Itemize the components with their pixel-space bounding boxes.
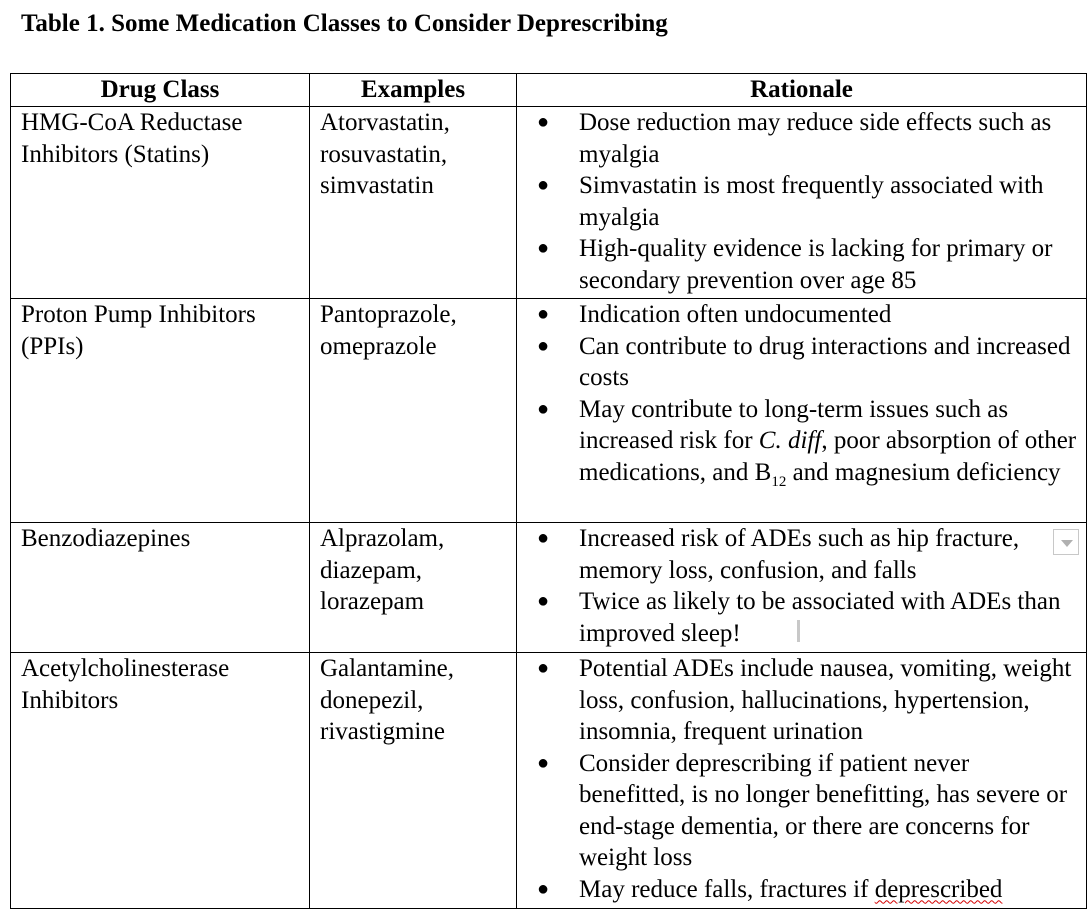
drug-class-cell: Proton Pump Inhibitors (PPIs): [11, 299, 310, 523]
drug-class-cell: Benzodiazepines: [11, 523, 310, 653]
examples-cell: Pantoprazole, omeprazole: [310, 299, 517, 523]
rationale-item: ● Simvastatin is most frequently associated with myalgia: [527, 170, 1086, 233]
examples-cell: Atorvastatin, rosuvastatin, simvastatin: [310, 107, 517, 299]
rationale-list: [527, 653, 1086, 905]
rationale-item: ● Dose reduction may reduce side effects such as myalgia: [527, 107, 1086, 170]
drug-class-cell: HMG-CoA Reductase Inhibitors (Statins): [11, 107, 310, 299]
rationale-item: [527, 394, 1086, 499]
rationale-list: [527, 523, 1086, 649]
rationale-cell: [517, 107, 1087, 299]
rationale-item: ● Potential ADEs include nausea, vomiting, weight loss, confusion, hallucinations, hypertension, insomnia, frequent urination: [527, 653, 1086, 748]
table-row: [11, 107, 1087, 299]
italic-term: C. diff: [758, 427, 822, 454]
rationale-cell: [517, 523, 1087, 653]
examples-cell: Alprazolam, diazepam, lorazepam: [310, 523, 517, 653]
table-title: Table 1. Some Medication Classes to Consider Deprescribing: [21, 10, 668, 37]
rationale-text: May reduce falls, fractures if: [579, 875, 875, 903]
rationale-item: ● Indication often undocumented: [527, 299, 1086, 331]
rationale-item: ● High-quality evidence is lacking for primary or secondary prevention over age 85: [527, 233, 1086, 296]
rationale-item: ● Can contribute to drug interactions and increased costs: [527, 331, 1086, 394]
rationale-item: ● Increased risk of ADEs such as hip fracture, memory loss, confusion, and falls: [527, 523, 1086, 586]
medication-table: [10, 73, 1087, 909]
rationale-cell: [517, 299, 1087, 523]
table-row: [11, 523, 1087, 653]
header-row: [11, 74, 1087, 107]
rationale-item: ● Twice as likely to be associated with ADEs than improved sleep!: [527, 586, 1086, 649]
text-cursor-marker: [797, 620, 800, 642]
table-row: [11, 653, 1087, 909]
header-drug-class: Drug Class: [11, 74, 310, 107]
rationale-list: [527, 107, 1086, 296]
subscript: 12: [771, 473, 787, 490]
rationale-item: [527, 874, 1086, 906]
header-examples: Examples: [310, 74, 517, 107]
rationale-cell: [517, 653, 1087, 909]
rationale-text: , poor absorption of other medications, and B: [579, 427, 1077, 486]
spellcheck-flagged-word[interactable]: deprescribed: [874, 875, 1003, 903]
comment-dropdown-button[interactable]: [1053, 529, 1079, 555]
drug-class-cell: Acetylcholinesterase Inhibitors: [11, 653, 310, 909]
examples-cell: Galantamine, donepezil, rivastigmine: [310, 653, 517, 909]
rationale-item: ● Consider deprescribing if patient never benefitted, is no longer benefitting, has severe or end-stage dementia, or there are concerns for weight loss: [527, 748, 1086, 874]
rationale-text: May contribute to long-term issues such as increased risk for: [579, 395, 1009, 454]
table-row: [11, 299, 1087, 523]
rationale-text: and magnesium deficiency: [786, 458, 1061, 486]
rationale-list: [527, 299, 1086, 498]
header-rationale: Rationale: [517, 74, 1087, 107]
